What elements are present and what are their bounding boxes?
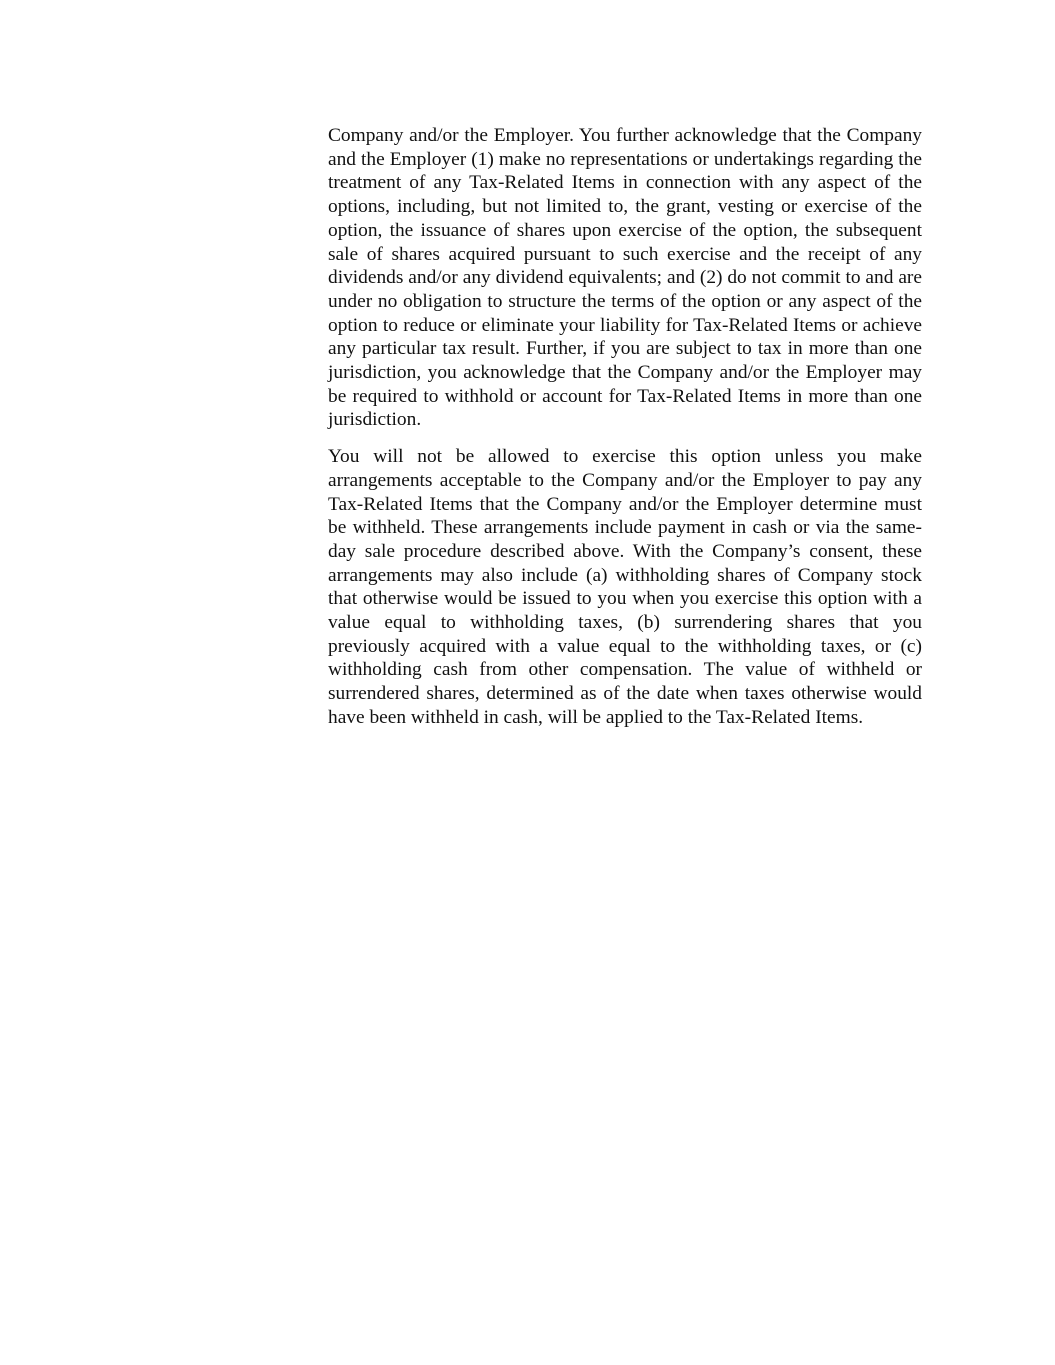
document-body [328, 124, 922, 743]
paragraph-tax-acknowledgment: Company and/or the Employer. You further acknowledge that the Company and the Employer (1) make no representations or undertakings regarding the treatment of any Tax-Related Items in connection with any aspect of the options, including, but not limited to, the grant, vesting or exercise of the option, the issuance of shares upon exercise of the option, the subsequent sale of shares acquired pursuant to such exercise and the receipt of any dividends and/or any dividend equivalents; and (2) do not commit to and are under no obligation to structure the terms of the option or any aspect of the option to reduce or eliminate your liability for Tax-Related Items or achieve any particular tax result. Further, if you are subject to tax in more than one jurisdiction, you acknowledge that the Company and/or the Employer may be required to withhold or account for Tax-Related Items in more than one jurisdiction. [328, 125, 922, 431]
paragraph-withholding-arrangements: You will not be allowed to exercise this option unless you make arrangements acceptable to the Company and/or the Employer to pay any Tax-Related Items that the Company and/or the Employer determine must be withheld. These arrangements include payment in cash or via the same-day sale procedure described above. With the Company’s consent, these arrangements may also include (a) withholding shares of Company stock that otherwise would be issued to you when you exercise this option with a value equal to withholding taxes, (b) surrendering shares that you previously acquired with a value equal to the withholding taxes, or (c) withholding cash from other compensation. The value of withheld or surrendered shares, determined as of the date when taxes otherwise would have been withheld in cash, will be applied to the Tax-Related Items. [328, 446, 922, 728]
